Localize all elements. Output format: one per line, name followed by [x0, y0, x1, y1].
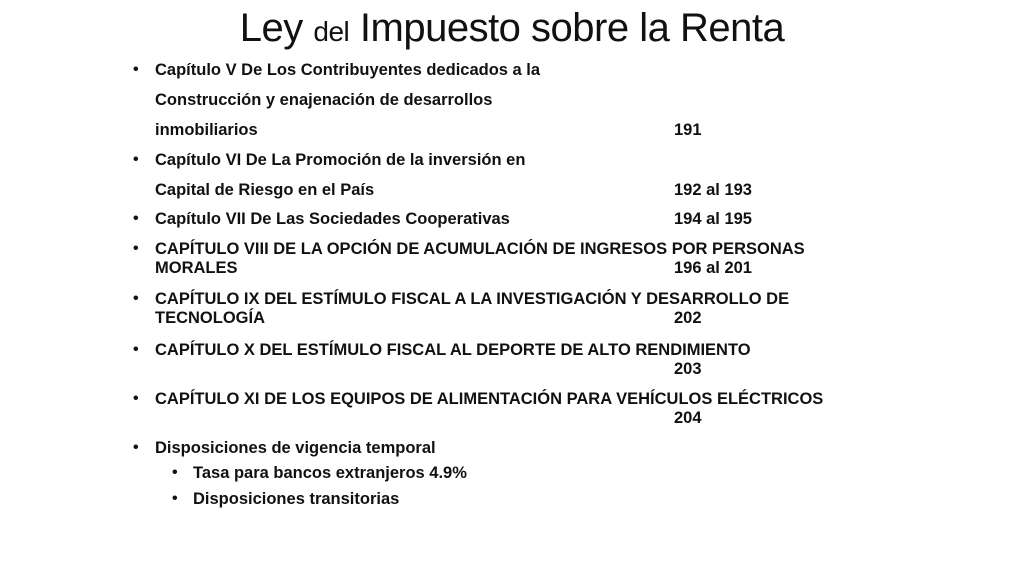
slide-title: [0, 2, 1024, 58]
item-line: Capítulo VII De Las Sociedades Cooperativas: [155, 210, 510, 228]
list-item-capitulo-xi: [0, 390, 1024, 432]
bullet-icon: •: [133, 390, 139, 407]
article-reference: 191: [674, 121, 702, 139]
subitem-transitorias: [0, 490, 1024, 515]
list-item-capitulo-vi: [0, 151, 1024, 211]
item-line: TECNOLOGÍA: [155, 309, 265, 327]
article-reference: 203: [674, 360, 702, 378]
item-line: CAPÍTULO IX DEL ESTÍMULO FISCAL A LA INVESTIGACIÓN Y DESARROLLO DE: [155, 290, 790, 308]
item-line: Capital de Riesgo en el País: [155, 181, 375, 199]
sub-bullet-icon: •: [172, 464, 178, 481]
item-line: MORALES: [155, 259, 238, 277]
item-line: Capítulo V De Los Contribuyentes dedicados a la: [155, 61, 541, 79]
article-reference: 204: [674, 409, 702, 427]
title-part-ley: Ley: [239, 6, 314, 50]
article-reference: 202: [674, 309, 702, 327]
subitem-tasa-bancos: [0, 464, 1024, 489]
list-item-capitulo-x: [0, 341, 1024, 383]
list-item-capitulo-vii: [0, 210, 1024, 235]
item-line: Disposiciones de vigencia temporal: [155, 439, 436, 457]
sub-bullet-icon: •: [172, 490, 178, 507]
list-item-capitulo-v: [0, 58, 1024, 148]
list-item-capitulo-viii: [0, 240, 1024, 282]
subitem-text: Disposiciones transitorias: [193, 490, 400, 508]
item-line: Capítulo VI De La Promoción de la inversión en: [155, 151, 526, 169]
subitem-text: Tasa para bancos extranjeros 4.9%: [193, 464, 467, 482]
bullet-icon: •: [133, 210, 139, 227]
title-part-rest: Impuesto sobre la Renta: [349, 6, 785, 50]
list-item-capitulo-ix: [0, 290, 1024, 332]
item-line: Construcción y enajenación de desarrollos: [155, 91, 493, 109]
article-reference: 196 al 201: [674, 259, 752, 277]
list-item-disposiciones: [0, 439, 1024, 464]
item-line: CAPÍTULO XI DE LOS EQUIPOS DE ALIMENTACIÓN PARA VEHÍCULOS ELÉCTRICOS: [155, 390, 824, 408]
bullet-icon: •: [133, 341, 139, 358]
bullet-icon: •: [133, 240, 139, 257]
bullet-icon: •: [133, 290, 139, 307]
article-reference: 194 al 195: [674, 210, 752, 228]
item-line: CAPÍTULO VIII DE LA OPCIÓN DE ACUMULACIÓN DE INGRESOS POR PERSONAS: [155, 240, 805, 258]
item-line: inmobiliarios: [155, 121, 258, 139]
bullet-icon: •: [133, 151, 139, 168]
article-reference: 192 al 193: [674, 181, 752, 199]
title-part-del: del: [313, 16, 350, 47]
item-line: CAPÍTULO X DEL ESTÍMULO FISCAL AL DEPORTE DE ALTO RENDIMIENTO: [155, 341, 751, 359]
bullet-icon: •: [133, 61, 139, 78]
bullet-icon: •: [133, 439, 139, 456]
